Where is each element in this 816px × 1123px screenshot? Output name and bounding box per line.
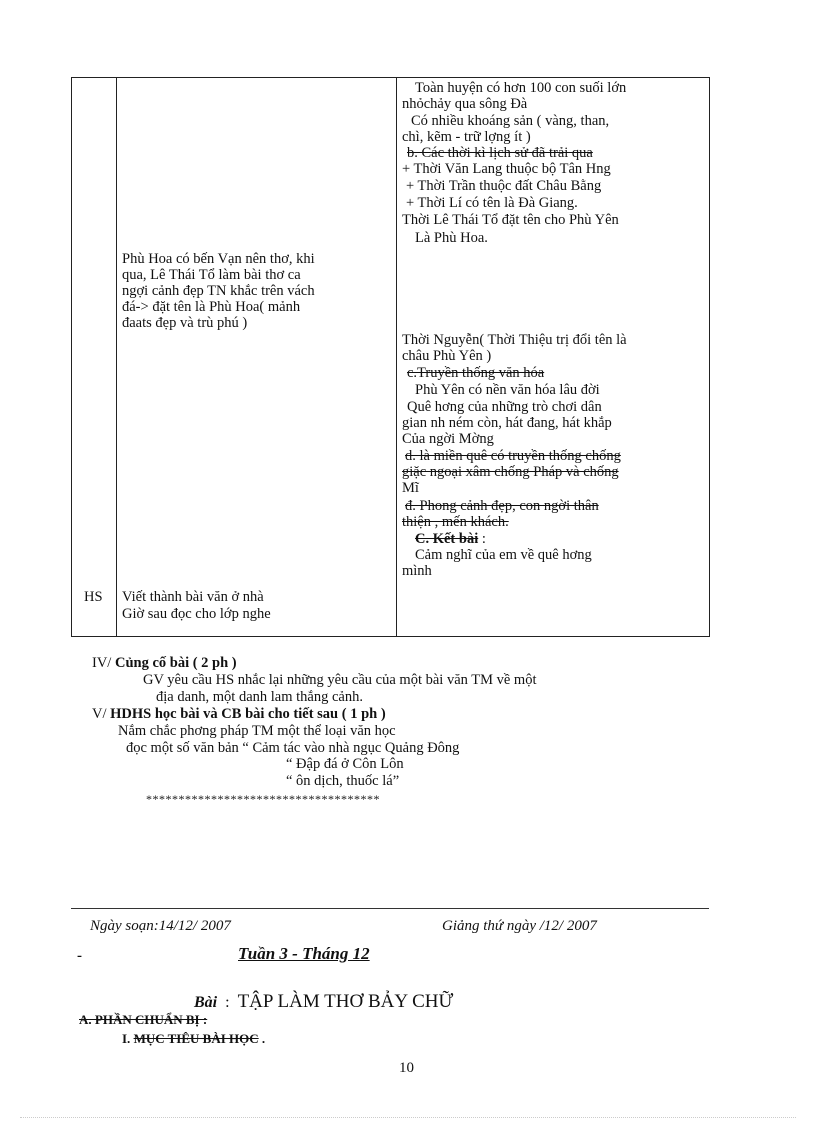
- table-col-role: [72, 78, 117, 637]
- content-line: Thời Nguyễn( Thời Thiệu trị đổi tên là: [402, 332, 627, 348]
- activity-line: qua, Lê Thái Tổ làm bài thơ ca: [122, 267, 301, 283]
- content-line: mình: [402, 563, 432, 579]
- date-prepared: Ngày soạn:14/12/ 2007: [90, 918, 231, 934]
- lesson-title: TẬP LÀM THƠ BẢY CHỮ: [237, 991, 454, 1012]
- lesson-table: [71, 77, 710, 637]
- lesson-colon: :: [225, 994, 230, 1011]
- content-line: Có nhiều khoáng sản ( vàng, than,: [411, 113, 610, 129]
- conclusion-heading: C. Kết bài: [415, 531, 479, 547]
- section-heading: giặc ngoại xâm chống Pháp và chống: [402, 464, 619, 480]
- content-line: gian nh ném còn, hát đang, hát khắp: [402, 415, 612, 431]
- activity-line: ngợi cảnh đẹp TN khắc trên vách: [122, 283, 315, 299]
- page-number: 10: [399, 1060, 414, 1076]
- section-heading: d. là miền quê có truyền thống chống: [405, 448, 621, 464]
- content-line: Thời Lê Thái Tổ đặt tên cho Phù Yên: [402, 212, 619, 228]
- content-line: Là Phù Hoa.: [415, 230, 488, 246]
- section-heading: b. Các thời kì lịch sử đã trải qua: [407, 145, 593, 161]
- content-line: châu Phù Yên ): [402, 348, 492, 364]
- content-line: Của ngời Mờng: [402, 431, 494, 447]
- horizontal-rule: [71, 908, 709, 909]
- content-line: nhỏchảy qua sông Đà: [402, 96, 528, 112]
- section-heading: c.Truyền thống văn hóa: [407, 365, 545, 381]
- dash-mark: -: [77, 948, 82, 964]
- section-heading: đ. Phong cảnh đẹp, con ngời thân: [405, 498, 599, 514]
- lesson-label: Bài: [194, 994, 218, 1011]
- date-taught: Giảng thứ ngày /12/ 2007: [442, 918, 597, 934]
- consolidation-heading: IV/ Củng cố bài ( 2 ph ): [92, 655, 237, 671]
- content-line: Cảm nghĩ của em về quê hơng: [415, 547, 592, 563]
- consolidation-line: GV yêu cầu HS nhắc lại những yêu cầu của một bài văn TM về một: [143, 672, 537, 688]
- content-line: + Thời Lí có tên là Đà Giang.: [406, 195, 578, 211]
- content-line: Quê hơng của những trò chơi dân: [407, 399, 602, 415]
- content-line: Phù Yên có nền văn hóa lâu đời: [415, 382, 600, 398]
- homework-line: “ Đập đá ở Côn Lôn: [286, 756, 404, 772]
- conclusion-colon: :: [481, 531, 486, 547]
- homework-line: Nắm chắc phơng pháp TM một thể loại văn học: [118, 723, 396, 739]
- content-line: Mĩ: [402, 480, 419, 496]
- activity-line: Phù Hoa có bến Vạn nên thơ, khi: [122, 251, 315, 267]
- role-hs: HS: [84, 589, 103, 605]
- objectives-heading: I. MỤC TIÊU BÀI HỌC .: [122, 1031, 266, 1046]
- activity-line: đá-> đặt tên là Phù Hoa( mảnh: [122, 299, 301, 315]
- table-col-activity: [117, 78, 397, 637]
- activity-line: đaats đẹp và trù phú ): [122, 315, 248, 331]
- activity-line: Giờ sau đọc cho lớp nghe: [122, 606, 271, 622]
- homework-heading: V/ HDHS học bài và CB bài cho tiết sau ( 1 ph ): [92, 706, 386, 722]
- consolidation-line: địa danh, một danh lam thắng cảnh.: [156, 689, 363, 705]
- part-a-heading: A. PHẦN CHUẨN BỊ :: [79, 1012, 208, 1027]
- section-heading: thiện , mến khách.: [402, 514, 509, 530]
- conclusion-heading-line: [415, 532, 486, 547]
- week-title: Tuần 3 - Tháng 12: [238, 944, 370, 963]
- homework-line: “ ôn dịch, thuốc lá”: [286, 773, 400, 789]
- activity-line: Viết thành bài văn ở nhà: [122, 589, 264, 605]
- content-line: + Thời Văn Lang thuộc bộ Tân Hng: [402, 161, 611, 177]
- table-col-content: [397, 78, 710, 637]
- content-line: + Thời Trần thuộc đất Châu Bằng: [406, 178, 602, 194]
- content-line: chì, kẽm - trữ lợng ít ): [402, 129, 531, 145]
- stars-divider: ************************************: [146, 792, 380, 806]
- page-edge-divider: [20, 1117, 796, 1118]
- content-line: Toàn huyện có hơn 100 con suối lớn: [415, 80, 627, 96]
- lesson-title-line: [194, 991, 453, 1013]
- homework-line: đọc một số văn bản “ Cảm tác vào nhà ngục Quảng Đông: [126, 740, 460, 756]
